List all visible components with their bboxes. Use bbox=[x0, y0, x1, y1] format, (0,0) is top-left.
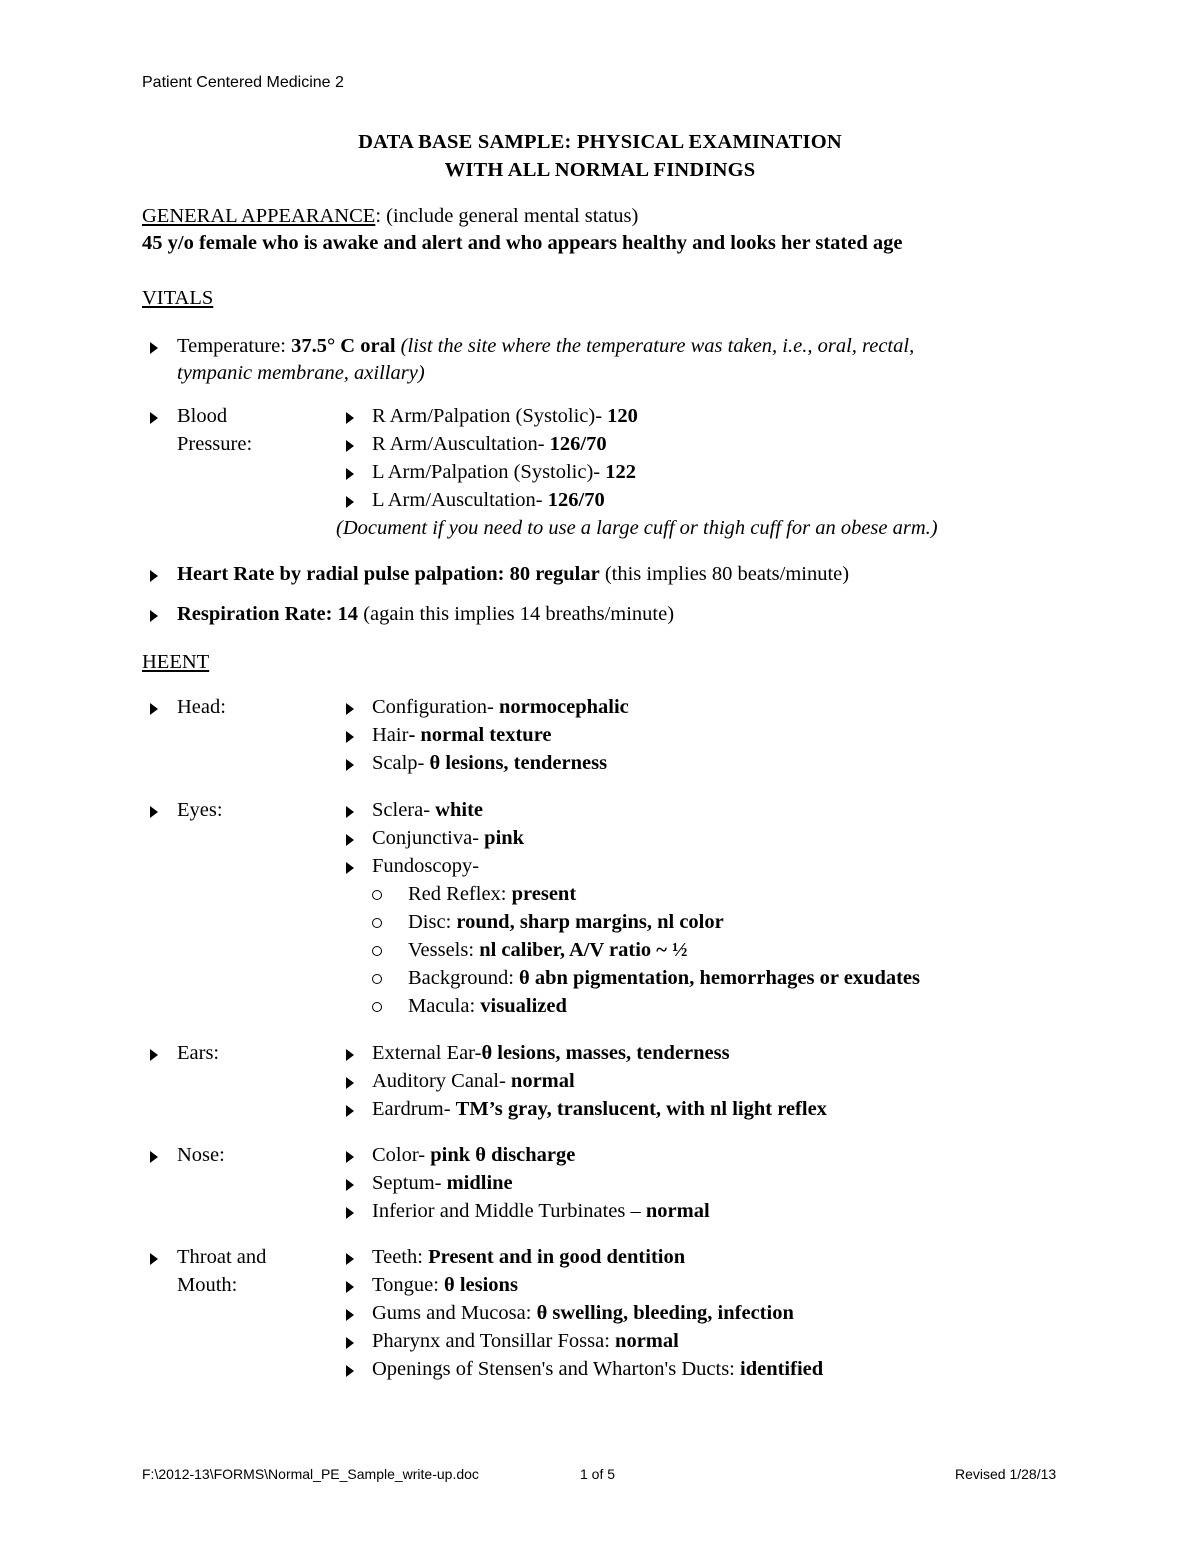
eyes-item: Fundoscopy- bbox=[372, 855, 480, 877]
sub-bullet-circle-icon bbox=[372, 890, 382, 900]
bullet-arrow-icon bbox=[150, 703, 158, 715]
eyes-item: Sclera- white bbox=[372, 799, 483, 821]
bullet-arrow-icon bbox=[346, 1309, 354, 1321]
head-label: Head: bbox=[177, 696, 226, 718]
bullet-arrow-icon bbox=[150, 1151, 158, 1163]
throat-item: Pharynx and Tonsillar Fossa: normal bbox=[372, 1330, 679, 1352]
bp-item: L Arm/Auscultation- 126/70 bbox=[372, 489, 605, 511]
bullet-arrow-icon bbox=[346, 1207, 354, 1219]
temperature-note-cont: tympanic membrane, axillary) bbox=[177, 362, 425, 384]
bp-item: R Arm/Palpation (Systolic)- 120 bbox=[372, 405, 638, 427]
ears-item: Auditory Canal- normal bbox=[372, 1070, 575, 1092]
bullet-arrow-icon bbox=[346, 759, 354, 771]
bullet-arrow-icon bbox=[346, 496, 354, 508]
nose-item: Color- pink θ discharge bbox=[372, 1144, 576, 1166]
bullet-arrow-icon bbox=[150, 1253, 158, 1265]
footer-revised-date: Revised 1/28/13 bbox=[955, 1466, 1057, 1482]
ears-item: External Ear-θ lesions, masses, tenderness bbox=[372, 1042, 730, 1064]
bp-item: L Arm/Palpation (Systolic)- 122 bbox=[372, 461, 637, 483]
throat-item: Gums and Mucosa: θ swelling, bleeding, infection bbox=[372, 1302, 794, 1324]
throat-item: Openings of Stensen's and Wharton's Ducts: identified bbox=[372, 1358, 824, 1380]
temperature-value: 37.5° C oral bbox=[291, 335, 396, 357]
bp-label-line2: Pressure: bbox=[177, 433, 253, 455]
nose-item: Inferior and Middle Turbinates – normal bbox=[372, 1200, 710, 1222]
bullet-arrow-icon bbox=[150, 610, 158, 622]
ears-label: Ears: bbox=[177, 1042, 220, 1064]
throat-item: Tongue: θ lesions bbox=[372, 1274, 518, 1296]
nose-label: Nose: bbox=[177, 1144, 225, 1166]
fundoscopy-item: Background: θ abn pigmentation, hemorrhages or exudates bbox=[408, 967, 920, 989]
general-appearance-note: : (include general mental status) bbox=[375, 205, 639, 227]
nose-item: Septum- midline bbox=[372, 1172, 513, 1194]
bullet-arrow-icon bbox=[346, 468, 354, 480]
heent-heading: HEENT bbox=[142, 651, 210, 673]
general-appearance-finding: 45 y/o female who is awake and alert and who appears healthy and looks her stated age bbox=[142, 232, 903, 254]
temperature-row bbox=[177, 335, 914, 358]
temperature-label: Temperature: bbox=[177, 335, 292, 357]
vitals-heading: VITALS bbox=[142, 287, 214, 309]
sub-bullet-circle-icon bbox=[372, 974, 382, 984]
eyes-item: Conjunctiva- pink bbox=[372, 827, 525, 849]
running-header: Patient Centered Medicine 2 bbox=[142, 74, 344, 91]
bullet-arrow-icon bbox=[346, 806, 354, 818]
bullet-arrow-icon bbox=[150, 570, 158, 582]
fundoscopy-item: Disc: round, sharp margins, nl color bbox=[408, 911, 724, 933]
bp-note: (Document if you need to use a large cuff or thigh cuff for an obese arm.) bbox=[336, 517, 938, 539]
footer-page-number: 1 of 5 bbox=[580, 1466, 616, 1482]
general-appearance-heading-row bbox=[142, 205, 638, 228]
throat-label-line2: Mouth: bbox=[177, 1274, 238, 1296]
fundoscopy-item: Macula: visualized bbox=[408, 995, 567, 1017]
document-title-line1: DATA BASE SAMPLE: PHYSICAL EXAMINATION bbox=[358, 131, 842, 153]
head-item: Hair- normal texture bbox=[372, 724, 552, 746]
document-title-line2: WITH ALL NORMAL FINDINGS bbox=[444, 159, 756, 181]
bullet-arrow-icon bbox=[346, 412, 354, 424]
eyes-label: Eyes: bbox=[177, 799, 223, 821]
throat-item: Teeth: Present and in good dentition bbox=[372, 1246, 686, 1268]
head-item: Scalp- θ lesions, tenderness bbox=[372, 752, 608, 774]
fundoscopy-item: Red Reflex: present bbox=[408, 883, 577, 905]
sub-bullet-circle-icon bbox=[372, 946, 382, 956]
bullet-arrow-icon bbox=[346, 1151, 354, 1163]
bullet-arrow-icon bbox=[150, 806, 158, 818]
bp-item: R Arm/Auscultation- 126/70 bbox=[372, 433, 607, 455]
general-appearance-heading: GENERAL APPEARANCE bbox=[142, 205, 376, 227]
throat-label-line1: Throat and bbox=[177, 1246, 267, 1268]
heart-rate-row: Heart Rate by radial pulse palpation: 80 regular (this implies 80 beats/minute) bbox=[177, 563, 850, 585]
bullet-arrow-icon bbox=[346, 1077, 354, 1089]
bullet-arrow-icon bbox=[346, 1049, 354, 1061]
respiration-row: Respiration Rate: 14 (again this implies 14 breaths/minute) bbox=[177, 603, 675, 625]
bullet-arrow-icon bbox=[346, 834, 354, 846]
bullet-arrow-icon bbox=[346, 440, 354, 452]
bullet-arrow-icon bbox=[346, 1365, 354, 1377]
bullet-arrow-icon bbox=[150, 412, 158, 424]
bullet-arrow-icon bbox=[150, 1049, 158, 1061]
bp-label-line1: Blood bbox=[177, 405, 228, 427]
bullet-arrow-icon bbox=[346, 1105, 354, 1117]
temperature-note: (list the site where the temperature was taken, i.e., oral, rectal, bbox=[400, 335, 915, 357]
fundoscopy-item: Vessels: nl caliber, A/V ratio ~ ½ bbox=[408, 939, 688, 961]
bullet-arrow-icon bbox=[346, 862, 354, 874]
bullet-arrow-icon bbox=[346, 731, 354, 743]
sub-bullet-circle-icon bbox=[372, 918, 382, 928]
bullet-arrow-icon bbox=[346, 1253, 354, 1265]
bullet-arrow-icon bbox=[150, 342, 158, 354]
bullet-arrow-icon bbox=[346, 1281, 354, 1293]
bullet-arrow-icon bbox=[346, 1179, 354, 1191]
footer-file-path: F:\2012-13\FORMS\Normal_PE_Sample_write-up.doc bbox=[142, 1466, 479, 1482]
bullet-arrow-icon bbox=[346, 703, 354, 715]
head-item: Configuration- normocephalic bbox=[372, 696, 629, 718]
bullet-arrow-icon bbox=[346, 1337, 354, 1349]
sub-bullet-circle-icon bbox=[372, 1002, 382, 1012]
ears-item: Eardrum- TM’s gray, translucent, with nl light reflex bbox=[372, 1098, 827, 1120]
